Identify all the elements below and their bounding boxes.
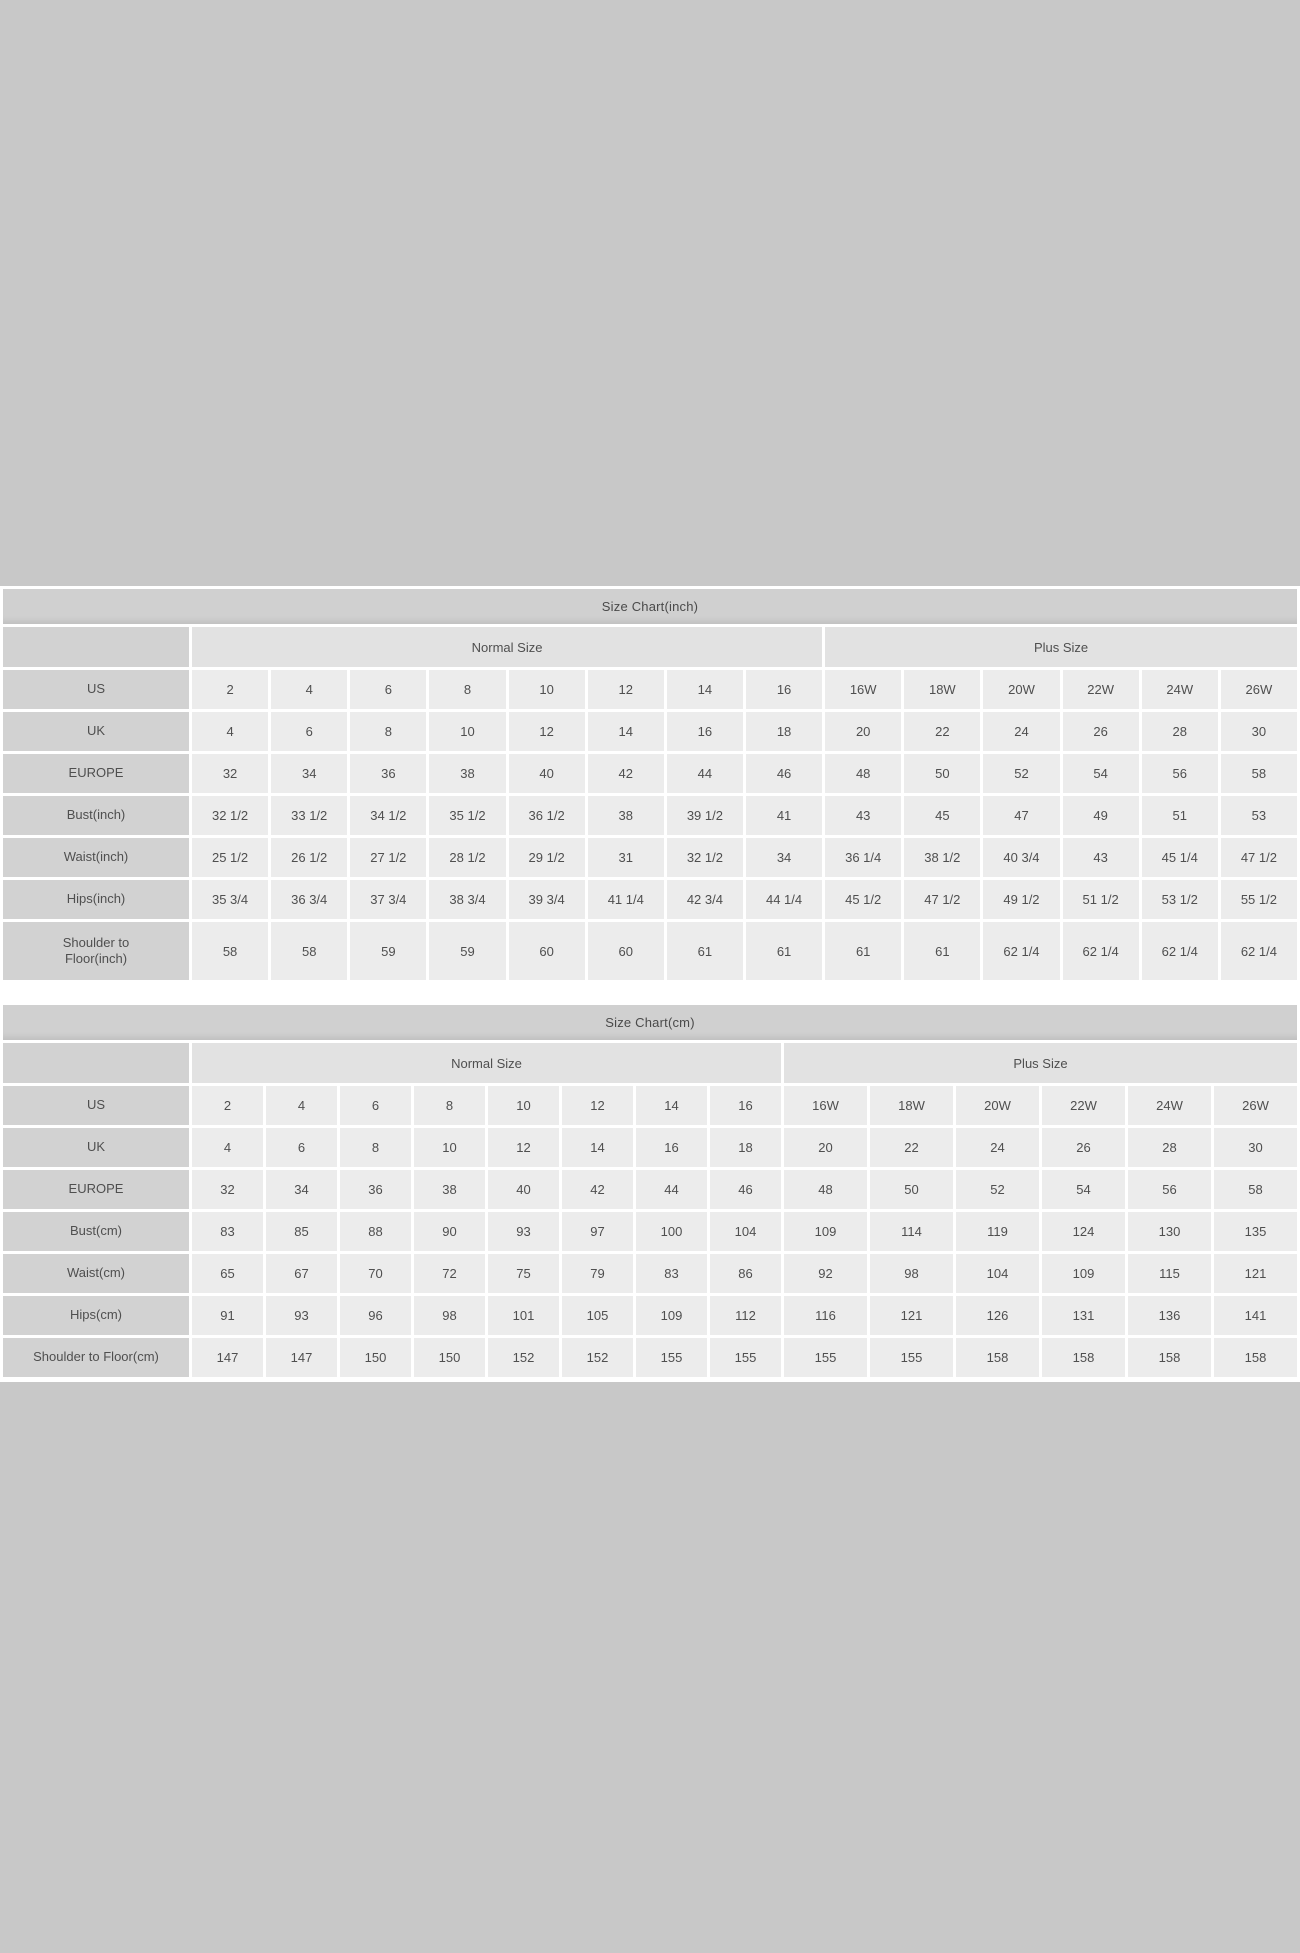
size-value-cell: 24	[956, 1128, 1039, 1167]
row-label: EUROPE	[3, 754, 189, 793]
size-value-cell: 46	[746, 754, 822, 793]
size-value-cell: 98	[870, 1254, 953, 1293]
size-value-cell: 18W	[904, 670, 980, 709]
size-value-cell: 49	[1063, 796, 1139, 835]
size-value-cell: 152	[562, 1338, 633, 1377]
size-value-cell: 105	[562, 1296, 633, 1335]
size-value-cell: 56	[1128, 1170, 1211, 1209]
size-value-cell: 40	[488, 1170, 559, 1209]
size-value-cell: 58	[1221, 754, 1297, 793]
size-value-cell: 10	[488, 1086, 559, 1125]
size-value-cell: 20W	[956, 1086, 1039, 1125]
size-value-cell: 155	[710, 1338, 781, 1377]
size-value-cell: 14	[636, 1086, 707, 1125]
size-value-cell: 41	[746, 796, 822, 835]
size-chart-inch-table	[0, 586, 1300, 983]
size-value-cell: 93	[488, 1212, 559, 1251]
size-value-cell: 61	[667, 922, 743, 980]
size-value-cell: 22W	[1042, 1086, 1125, 1125]
size-value-cell: 61	[904, 922, 980, 980]
size-value-cell: 32	[192, 754, 268, 793]
group-header-corner	[3, 627, 189, 667]
size-value-cell: 12	[488, 1128, 559, 1167]
size-value-cell: 38 3/4	[429, 880, 505, 919]
row-label: EUROPE	[3, 1170, 189, 1209]
row-label: Shoulder to Floor(cm)	[3, 1338, 189, 1377]
size-value-cell: 62 1/4	[983, 922, 1059, 980]
size-value-cell: 31	[588, 838, 664, 877]
size-value-cell: 155	[870, 1338, 953, 1377]
row-label: Bust(cm)	[3, 1212, 189, 1251]
size-value-cell: 131	[1042, 1296, 1125, 1335]
size-value-cell: 4	[266, 1086, 337, 1125]
size-value-cell: 29 1/2	[509, 838, 585, 877]
size-value-cell: 158	[1042, 1338, 1125, 1377]
size-value-cell: 96	[340, 1296, 411, 1335]
size-value-cell: 97	[562, 1212, 633, 1251]
size-value-cell: 59	[350, 922, 426, 980]
size-value-cell: 26W	[1214, 1086, 1297, 1125]
size-value-cell: 45 1/2	[825, 880, 901, 919]
size-value-cell: 46	[710, 1170, 781, 1209]
size-value-cell: 60	[588, 922, 664, 980]
size-value-cell: 100	[636, 1212, 707, 1251]
size-value-cell: 28	[1128, 1128, 1211, 1167]
row-label: US	[3, 1086, 189, 1125]
size-value-cell: 16W	[784, 1086, 867, 1125]
size-value-cell: 62 1/4	[1142, 922, 1218, 980]
group-header-corner	[3, 1043, 189, 1083]
size-value-cell: 58	[192, 922, 268, 980]
size-value-cell: 28	[1142, 712, 1218, 751]
size-value-cell: 49 1/2	[983, 880, 1059, 919]
size-value-cell: 24W	[1142, 670, 1218, 709]
size-value-cell: 20	[784, 1128, 867, 1167]
size-value-cell: 53 1/2	[1142, 880, 1218, 919]
size-value-cell: 48	[784, 1170, 867, 1209]
size-value-cell: 12	[588, 670, 664, 709]
size-value-cell: 150	[414, 1338, 485, 1377]
size-value-cell: 121	[870, 1296, 953, 1335]
size-value-cell: 39 1/2	[667, 796, 743, 835]
table-title: Size Chart(inch)	[3, 589, 1297, 624]
row-label: Waist(cm)	[3, 1254, 189, 1293]
size-value-cell: 47 1/2	[1221, 838, 1297, 877]
size-value-cell: 36	[340, 1170, 411, 1209]
row-label: Shoulder to Floor(inch)	[3, 922, 189, 980]
size-value-cell: 42 3/4	[667, 880, 743, 919]
size-value-cell: 47	[983, 796, 1059, 835]
size-value-cell: 22	[870, 1128, 953, 1167]
size-value-cell: 34 1/2	[350, 796, 426, 835]
size-value-cell: 92	[784, 1254, 867, 1293]
size-value-cell: 35 1/2	[429, 796, 505, 835]
size-value-cell: 114	[870, 1212, 953, 1251]
size-chart-sheet	[0, 586, 1300, 1382]
size-value-cell: 6	[350, 670, 426, 709]
size-value-cell: 112	[710, 1296, 781, 1335]
size-value-cell: 130	[1128, 1212, 1211, 1251]
size-value-cell: 72	[414, 1254, 485, 1293]
size-value-cell: 147	[266, 1338, 337, 1377]
size-value-cell: 30	[1214, 1128, 1297, 1167]
size-value-cell: 104	[956, 1254, 1039, 1293]
size-value-cell: 121	[1214, 1254, 1297, 1293]
size-value-cell: 55 1/2	[1221, 880, 1297, 919]
size-value-cell: 50	[870, 1170, 953, 1209]
size-value-cell: 38 1/2	[904, 838, 980, 877]
size-value-cell: 58	[271, 922, 347, 980]
size-value-cell: 52	[983, 754, 1059, 793]
size-value-cell: 39 3/4	[509, 880, 585, 919]
size-value-cell: 8	[340, 1128, 411, 1167]
size-value-cell: 12	[509, 712, 585, 751]
size-value-cell: 53	[1221, 796, 1297, 835]
size-value-cell: 119	[956, 1212, 1039, 1251]
size-value-cell: 26 1/2	[271, 838, 347, 877]
row-label: Bust(inch)	[3, 796, 189, 835]
size-value-cell: 4	[271, 670, 347, 709]
size-value-cell: 26	[1042, 1128, 1125, 1167]
size-value-cell: 8	[350, 712, 426, 751]
size-value-cell: 38	[429, 754, 505, 793]
size-value-cell: 158	[1128, 1338, 1211, 1377]
size-value-cell: 147	[192, 1338, 263, 1377]
size-value-cell: 4	[192, 1128, 263, 1167]
size-value-cell: 20W	[983, 670, 1059, 709]
size-value-cell: 70	[340, 1254, 411, 1293]
size-value-cell: 36 1/4	[825, 838, 901, 877]
size-value-cell: 6	[271, 712, 347, 751]
size-value-cell: 75	[488, 1254, 559, 1293]
size-value-cell: 45 1/4	[1142, 838, 1218, 877]
row-label: UK	[3, 712, 189, 751]
table-title: Size Chart(cm)	[3, 1005, 1297, 1040]
size-value-cell: 150	[340, 1338, 411, 1377]
size-value-cell: 45	[904, 796, 980, 835]
table-divider	[0, 983, 1300, 1002]
size-value-cell: 141	[1214, 1296, 1297, 1335]
size-value-cell: 135	[1214, 1212, 1297, 1251]
size-value-cell: 44 1/4	[746, 880, 822, 919]
size-value-cell: 24	[983, 712, 1059, 751]
size-value-cell: 33 1/2	[271, 796, 347, 835]
size-value-cell: 10	[429, 712, 505, 751]
size-value-cell: 18	[710, 1128, 781, 1167]
size-chart-cm-table	[0, 1002, 1300, 1380]
size-value-cell: 26W	[1221, 670, 1297, 709]
row-label: Hips(cm)	[3, 1296, 189, 1335]
size-value-cell: 38	[414, 1170, 485, 1209]
size-value-cell: 48	[825, 754, 901, 793]
group-header-plus: Plus Size	[825, 627, 1297, 667]
size-value-cell: 14	[667, 670, 743, 709]
size-value-cell: 124	[1042, 1212, 1125, 1251]
size-value-cell: 58	[1214, 1170, 1297, 1209]
size-value-cell: 67	[266, 1254, 337, 1293]
size-value-cell: 10	[414, 1128, 485, 1167]
size-value-cell: 6	[340, 1086, 411, 1125]
size-value-cell: 38	[588, 796, 664, 835]
size-value-cell: 26	[1063, 712, 1139, 751]
size-value-cell: 115	[1128, 1254, 1211, 1293]
size-value-cell: 136	[1128, 1296, 1211, 1335]
size-value-cell: 40	[509, 754, 585, 793]
size-value-cell: 14	[588, 712, 664, 751]
size-value-cell: 34	[266, 1170, 337, 1209]
size-value-cell: 65	[192, 1254, 263, 1293]
group-header-plus: Plus Size	[784, 1043, 1297, 1083]
size-value-cell: 51	[1142, 796, 1218, 835]
size-value-cell: 14	[562, 1128, 633, 1167]
size-value-cell: 8	[414, 1086, 485, 1125]
size-value-cell: 20	[825, 712, 901, 751]
size-value-cell: 86	[710, 1254, 781, 1293]
size-value-cell: 32 1/2	[667, 838, 743, 877]
size-value-cell: 116	[784, 1296, 867, 1335]
size-value-cell: 44	[667, 754, 743, 793]
size-value-cell: 79	[562, 1254, 633, 1293]
size-value-cell: 51 1/2	[1063, 880, 1139, 919]
size-value-cell: 91	[192, 1296, 263, 1335]
size-value-cell: 22W	[1063, 670, 1139, 709]
size-value-cell: 18	[746, 712, 822, 751]
size-value-cell: 85	[266, 1212, 337, 1251]
size-value-cell: 158	[956, 1338, 1039, 1377]
size-value-cell: 44	[636, 1170, 707, 1209]
size-value-cell: 32	[192, 1170, 263, 1209]
size-value-cell: 16W	[825, 670, 901, 709]
size-value-cell: 52	[956, 1170, 1039, 1209]
size-value-cell: 32 1/2	[192, 796, 268, 835]
size-value-cell: 60	[509, 922, 585, 980]
size-value-cell: 36 3/4	[271, 880, 347, 919]
size-value-cell: 47 1/2	[904, 880, 980, 919]
size-value-cell: 12	[562, 1086, 633, 1125]
size-value-cell: 155	[636, 1338, 707, 1377]
size-value-cell: 104	[710, 1212, 781, 1251]
group-header-normal: Normal Size	[192, 1043, 781, 1083]
size-value-cell: 109	[636, 1296, 707, 1335]
size-value-cell: 18W	[870, 1086, 953, 1125]
size-value-cell: 56	[1142, 754, 1218, 793]
row-label: Waist(inch)	[3, 838, 189, 877]
size-value-cell: 16	[710, 1086, 781, 1125]
size-value-cell: 35 3/4	[192, 880, 268, 919]
size-value-cell: 90	[414, 1212, 485, 1251]
size-value-cell: 158	[1214, 1338, 1297, 1377]
size-value-cell: 62 1/4	[1221, 922, 1297, 980]
size-value-cell: 4	[192, 712, 268, 751]
size-value-cell: 8	[429, 670, 505, 709]
size-value-cell: 50	[904, 754, 980, 793]
size-value-cell: 34	[271, 754, 347, 793]
size-value-cell: 25 1/2	[192, 838, 268, 877]
size-value-cell: 83	[192, 1212, 263, 1251]
size-value-cell: 152	[488, 1338, 559, 1377]
row-label: UK	[3, 1128, 189, 1167]
size-value-cell: 28 1/2	[429, 838, 505, 877]
size-value-cell: 2	[192, 1086, 263, 1125]
size-value-cell: 36 1/2	[509, 796, 585, 835]
size-value-cell: 10	[509, 670, 585, 709]
size-value-cell: 41 1/4	[588, 880, 664, 919]
size-value-cell: 88	[340, 1212, 411, 1251]
size-value-cell: 61	[746, 922, 822, 980]
size-value-cell: 109	[1042, 1254, 1125, 1293]
size-value-cell: 27 1/2	[350, 838, 426, 877]
size-value-cell: 83	[636, 1254, 707, 1293]
size-value-cell: 30	[1221, 712, 1297, 751]
size-value-cell: 24W	[1128, 1086, 1211, 1125]
size-value-cell: 22	[904, 712, 980, 751]
size-value-cell: 54	[1042, 1170, 1125, 1209]
size-value-cell: 59	[429, 922, 505, 980]
row-label: Hips(inch)	[3, 880, 189, 919]
size-value-cell: 42	[588, 754, 664, 793]
size-value-cell: 36	[350, 754, 426, 793]
size-value-cell: 42	[562, 1170, 633, 1209]
size-value-cell: 54	[1063, 754, 1139, 793]
size-value-cell: 109	[784, 1212, 867, 1251]
size-value-cell: 16	[636, 1128, 707, 1167]
size-value-cell: 61	[825, 922, 901, 980]
row-label: US	[3, 670, 189, 709]
size-value-cell: 155	[784, 1338, 867, 1377]
size-value-cell: 62 1/4	[1063, 922, 1139, 980]
size-value-cell: 93	[266, 1296, 337, 1335]
size-value-cell: 6	[266, 1128, 337, 1167]
size-value-cell: 43	[1063, 838, 1139, 877]
size-value-cell: 2	[192, 670, 268, 709]
group-header-normal: Normal Size	[192, 627, 822, 667]
size-value-cell: 98	[414, 1296, 485, 1335]
size-value-cell: 34	[746, 838, 822, 877]
size-value-cell: 40 3/4	[983, 838, 1059, 877]
size-value-cell: 37 3/4	[350, 880, 426, 919]
size-value-cell: 126	[956, 1296, 1039, 1335]
size-value-cell: 16	[667, 712, 743, 751]
size-value-cell: 16	[746, 670, 822, 709]
size-value-cell: 43	[825, 796, 901, 835]
size-value-cell: 101	[488, 1296, 559, 1335]
